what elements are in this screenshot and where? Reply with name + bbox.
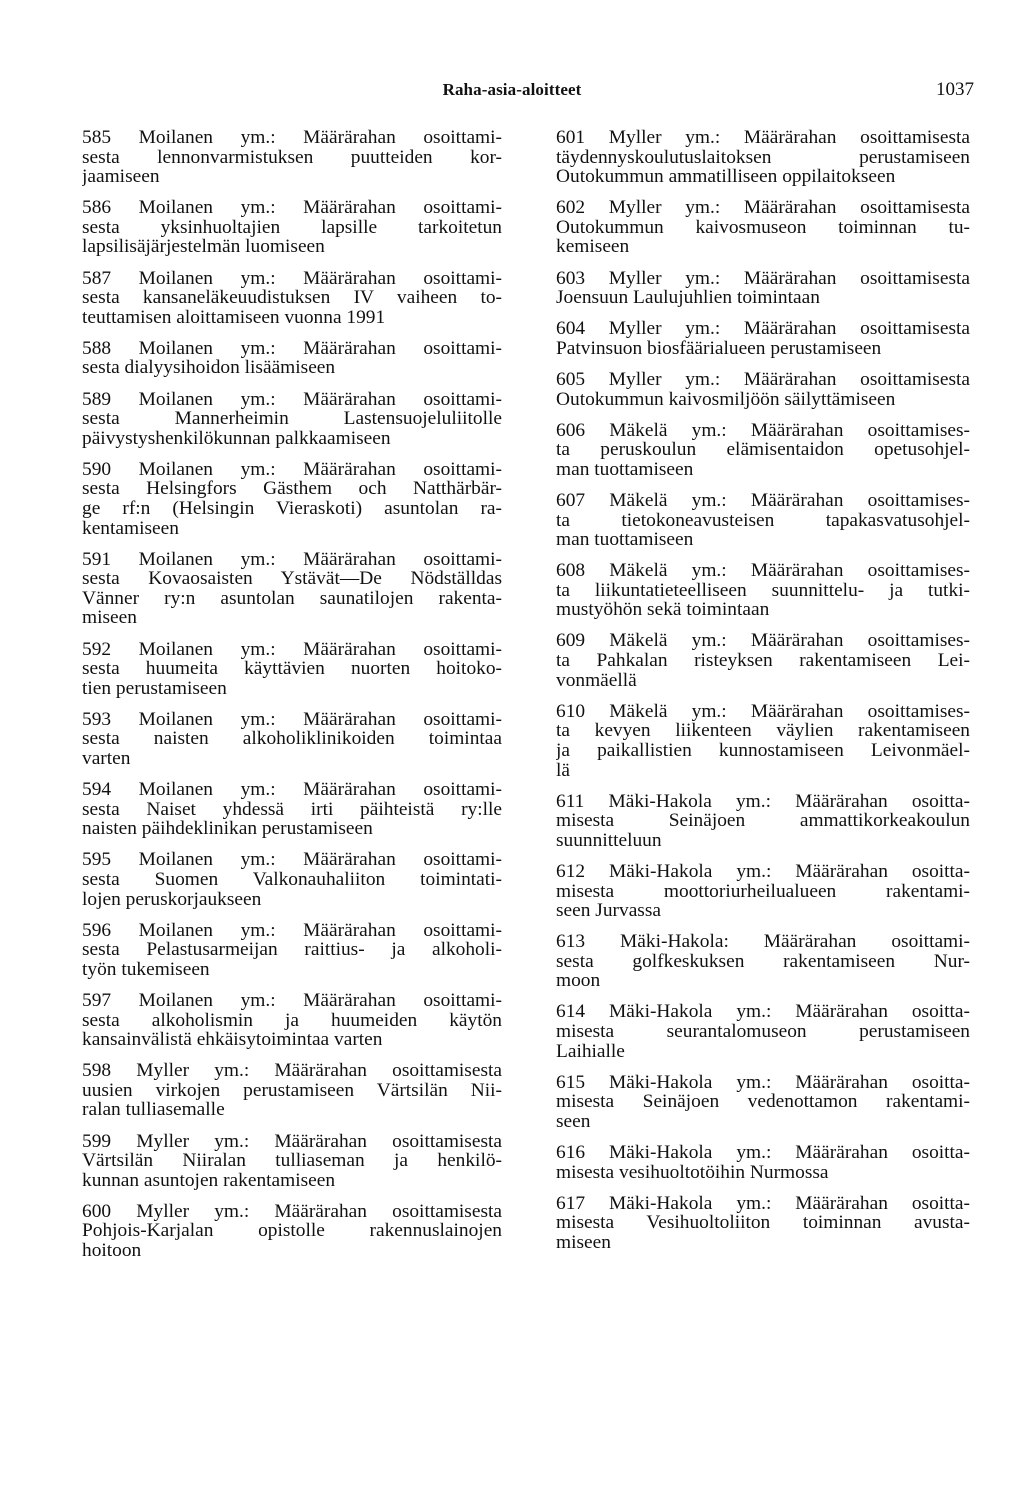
list-item bbox=[556, 1073, 970, 1132]
page-number: 1037 bbox=[936, 79, 974, 100]
entry-line: moon bbox=[556, 971, 601, 991]
list-item bbox=[82, 1132, 502, 1191]
list-item bbox=[82, 460, 502, 538]
entry-line: kansainvälistä ehkäisytoimintaa varten bbox=[82, 1030, 383, 1050]
entry-line: sesta alkoholismin ja huumeiden käytön bbox=[82, 1010, 502, 1031]
entry-line: sesta dialyysihoidon lisäämiseen bbox=[82, 358, 336, 379]
entry-line: 606 Mäkelä ym.: Määrärahan osoittamises- bbox=[556, 420, 970, 441]
entry-line: 585 Moilanen ym.: Määrärahan osoittami- bbox=[82, 128, 502, 148]
entry-line: seen Jurvassa bbox=[556, 901, 662, 921]
entry-line: kentamiseen bbox=[82, 518, 179, 539]
entry-line: 616 Mäki-Hakola ym.: Määrärahan osoitta- bbox=[556, 1143, 970, 1163]
entry-line: mustyöhön sekä toimintaan bbox=[556, 600, 770, 620]
entry-line: ralan tulliasemalle bbox=[82, 1100, 225, 1121]
entry-line: 607 Mäkelä ym.: Määrärahan osoittamises- bbox=[556, 490, 970, 511]
entry-line: Värtsilän Niiralan tulliaseman ja henkilö- bbox=[82, 1151, 502, 1171]
entry-line: Laihialle bbox=[556, 1041, 625, 1062]
entry-line: jaamiseen bbox=[82, 167, 160, 187]
entry-line: 608 Mäkelä ym.: Määrärahan osoittamises- bbox=[556, 561, 970, 581]
entry-line: sesta Helsingfors Gästhem och Natthärbär- bbox=[82, 479, 502, 499]
list-item bbox=[82, 991, 502, 1050]
entry-line: misesta vesihuoltotöihin Nurmossa bbox=[556, 1162, 829, 1183]
entry-line: miseen bbox=[556, 1232, 611, 1253]
entry-line: 617 Mäki-Hakola ym.: Määrärahan osoitta- bbox=[556, 1193, 970, 1214]
entry-line: Joensuun Laulujuhlien toimintaan bbox=[556, 288, 820, 308]
list-item bbox=[556, 792, 970, 851]
entry-line: misesta Seinäjoen vedenottamon rakentami- bbox=[556, 1092, 970, 1112]
entry-line: 592 Moilanen ym.: Määrärahan osoittami- bbox=[82, 639, 502, 660]
entry-line: 597 Moilanen ym.: Määrärahan osoittami- bbox=[82, 990, 502, 1011]
list-item bbox=[556, 491, 970, 550]
entry-line: Outokummun ammatilliseen oppilaitokseen bbox=[556, 167, 896, 187]
list-item bbox=[556, 1143, 970, 1182]
entry-line: Outokummun kaivosmiljöön säilyttämiseen bbox=[556, 389, 896, 410]
entry-line: lä bbox=[556, 760, 570, 781]
entry-line: 600 Myller ym.: Määrärahan osoittamisesta bbox=[82, 1201, 502, 1222]
list-item bbox=[82, 921, 502, 980]
entry-line: vonmäellä bbox=[556, 670, 637, 691]
entry-line: 610 Mäkelä ym.: Määrärahan osoittamises- bbox=[556, 701, 970, 722]
entry-line: sesta yksinhuoltajien lapsille tarkoitetun bbox=[82, 217, 502, 238]
entry-line: seen bbox=[556, 1111, 591, 1132]
entry-line: 593 Moilanen ym.: Määrärahan osoittami- bbox=[82, 709, 502, 730]
list-item bbox=[556, 1194, 970, 1253]
entry-line: Patvinsuon biosfäärialueen perustamiseen bbox=[556, 338, 882, 359]
list-item bbox=[82, 390, 502, 449]
entry-line: misesta Vesihuoltoliiton toiminnan avusta- bbox=[556, 1213, 970, 1233]
entry-line: 591 Moilanen ym.: Määrärahan osoittami- bbox=[82, 549, 502, 570]
entry-line: sesta lennonvarmistuksen puutteiden kor- bbox=[82, 147, 502, 168]
entry-line: 611 Mäki-Hakola ym.: Määrärahan osoitta- bbox=[556, 791, 970, 812]
list-item bbox=[82, 1061, 502, 1120]
entry-line: työn tukemiseen bbox=[82, 959, 210, 980]
entry-line: hoitoon bbox=[82, 1241, 142, 1261]
running-header bbox=[0, 78, 1024, 102]
entry-line: 614 Mäki-Hakola ym.: Määrärahan osoitta- bbox=[556, 1002, 970, 1023]
entry-line: 612 Mäki-Hakola ym.: Määrärahan osoitta- bbox=[556, 861, 970, 882]
entry-line: 598 Myller ym.: Määrärahan osoittamisesta bbox=[82, 1061, 502, 1081]
list-item bbox=[556, 421, 970, 480]
entry-line: 588 Moilanen ym.: Määrärahan osoittami- bbox=[82, 338, 502, 359]
entry-line: naisten päihdeklinikan perustamiseen bbox=[82, 819, 373, 839]
header-title: Raha-asia-aloitteet bbox=[442, 80, 582, 99]
entry-line: kemiseen bbox=[556, 237, 630, 258]
list-item bbox=[82, 198, 502, 257]
entry-line: 590 Moilanen ym.: Määrärahan osoittami- bbox=[82, 459, 502, 480]
list-item bbox=[82, 339, 502, 378]
list-item bbox=[556, 128, 970, 187]
entry-line: misesta moottoriurheilualueen rakentami- bbox=[556, 881, 970, 902]
entry-line: 601 Myller ym.: Määrärahan osoittamisesta bbox=[556, 128, 970, 148]
entry-line: misesta seurantalomuseon perustamiseen bbox=[556, 1022, 970, 1042]
list-item bbox=[556, 319, 970, 358]
entry-line: tien perustamiseen bbox=[82, 678, 227, 699]
entry-line: 596 Moilanen ym.: Määrärahan osoittami- bbox=[82, 920, 502, 941]
entry-line: kunnan asuntojen rakentamiseen bbox=[82, 1170, 336, 1191]
entry-line: ta Pahkalan risteyksen rakentamiseen Lei- bbox=[556, 651, 970, 671]
list-item bbox=[556, 370, 970, 409]
entry-line: 615 Mäki-Hakola ym.: Määrärahan osoitta- bbox=[556, 1072, 970, 1093]
list-item bbox=[82, 128, 502, 187]
list-item bbox=[82, 710, 502, 769]
entry-line: 589 Moilanen ym.: Määrärahan osoittami- bbox=[82, 389, 502, 410]
entry-line: sesta huumeita käyttävien nuorten hoitoko- bbox=[82, 659, 502, 679]
list-item bbox=[556, 1002, 970, 1061]
entry-line: man tuottamiseen bbox=[556, 530, 694, 550]
list-item bbox=[556, 862, 970, 921]
entry-line: sesta Pelastusarmeijan raittius- ja alkoholi- bbox=[82, 940, 502, 960]
left-column bbox=[82, 128, 502, 1272]
entry-line: 605 Myller ym.: Määrärahan osoittamisesta bbox=[556, 369, 970, 390]
entry-line: 604 Myller ym.: Määrärahan osoittamisesta bbox=[556, 319, 970, 339]
entry-line: ta kevyen liikenteen väylien rakentamiseen bbox=[556, 721, 970, 741]
entry-line: sesta golfkeskuksen rakentamiseen Nur- bbox=[556, 951, 970, 972]
entry-line: varten bbox=[82, 749, 131, 769]
entry-line: sesta Mannerheimin Lastensuojeluliitolle bbox=[82, 409, 502, 429]
entry-line: Pohjois-Karjalan opistolle rakennuslainojen bbox=[82, 1221, 502, 1241]
entry-line: man tuottamiseen bbox=[556, 459, 694, 480]
entry-line: ge rf:n (Helsingin Vieraskoti) asuntolan ra- bbox=[82, 499, 502, 519]
entry-line: 613 Mäki-Hakola: Määrärahan osoittami- bbox=[556, 932, 970, 952]
entry-line: sesta Kovaosaisten Ystävät—De Nödställdas bbox=[82, 569, 502, 589]
entry-line: 599 Myller ym.: Määrärahan osoittamisesta bbox=[82, 1131, 502, 1152]
entry-line: ta peruskoulun elämisentaidon opetusohjel- bbox=[556, 440, 970, 460]
entry-line: Vänner ry:n asuntolan saunatilojen rakenta- bbox=[82, 588, 502, 609]
entry-line: ja paikallistien kunnostamiseen Leivonmäel- bbox=[556, 740, 970, 761]
entry-line: sesta kansaneläkeuudistuksen IV vaiheen to- bbox=[82, 288, 502, 308]
list-item bbox=[556, 269, 970, 308]
list-item bbox=[556, 561, 970, 620]
entry-line: Outokummun kaivosmuseon toiminnan tu- bbox=[556, 217, 970, 238]
entry-line: suunnitteluun bbox=[556, 830, 662, 851]
list-item bbox=[82, 850, 502, 909]
entry-line: ta liikuntatieteelliseen suunnittelu- ja tutki- bbox=[556, 580, 970, 601]
entry-line: misesta Seinäjoen ammattikorkeakoulun bbox=[556, 811, 970, 831]
entry-line: ta tietokoneavusteisen tapakasvatusohjel- bbox=[556, 510, 970, 531]
entry-line: täydennyskoulutuslaitoksen perustamiseen bbox=[556, 147, 970, 168]
entry-line: 595 Moilanen ym.: Määrärahan osoittami- bbox=[82, 850, 502, 870]
list-item bbox=[82, 780, 502, 839]
entry-line: miseen bbox=[82, 608, 137, 629]
entry-line: 609 Mäkelä ym.: Määrärahan osoittamises- bbox=[556, 631, 970, 652]
entry-line: 594 Moilanen ym.: Määrärahan osoittami- bbox=[82, 780, 502, 800]
list-item bbox=[556, 631, 970, 690]
entry-line: 602 Myller ym.: Määrärahan osoittamisesta bbox=[556, 198, 970, 218]
entry-line: lapsilisäjärjestelmän luomiseen bbox=[82, 237, 325, 258]
entry-line: teuttamisen aloittamiseen vuonna 1991 bbox=[82, 307, 386, 328]
list-item bbox=[82, 1202, 502, 1261]
list-item bbox=[82, 550, 502, 628]
entry-line: 586 Moilanen ym.: Määrärahan osoittami- bbox=[82, 198, 502, 218]
entry-line: 603 Myller ym.: Määrärahan osoittamisesta bbox=[556, 268, 970, 289]
entry-line: sesta Naiset yhdessä irti päihteistä ry:lle bbox=[82, 799, 502, 820]
entry-line: sesta Suomen Valkonauhaliiton toimintati- bbox=[82, 870, 502, 890]
list-item bbox=[556, 198, 970, 257]
list-item bbox=[82, 640, 502, 699]
list-item bbox=[82, 269, 502, 328]
entry-line: lojen peruskorjaukseen bbox=[82, 889, 262, 910]
entry-line: uusien virkojen perustamiseen Värtsilän Nii- bbox=[82, 1080, 502, 1101]
entry-line: päivystyshenkilökunnan palkkaamiseen bbox=[82, 428, 391, 449]
entry-line: 587 Moilanen ym.: Määrärahan osoittami- bbox=[82, 268, 502, 289]
entry-line: sesta naisten alkoholiklinikoiden toimintaa bbox=[82, 729, 502, 750]
right-column bbox=[556, 128, 970, 1264]
list-item bbox=[556, 702, 970, 780]
list-item bbox=[556, 932, 970, 991]
